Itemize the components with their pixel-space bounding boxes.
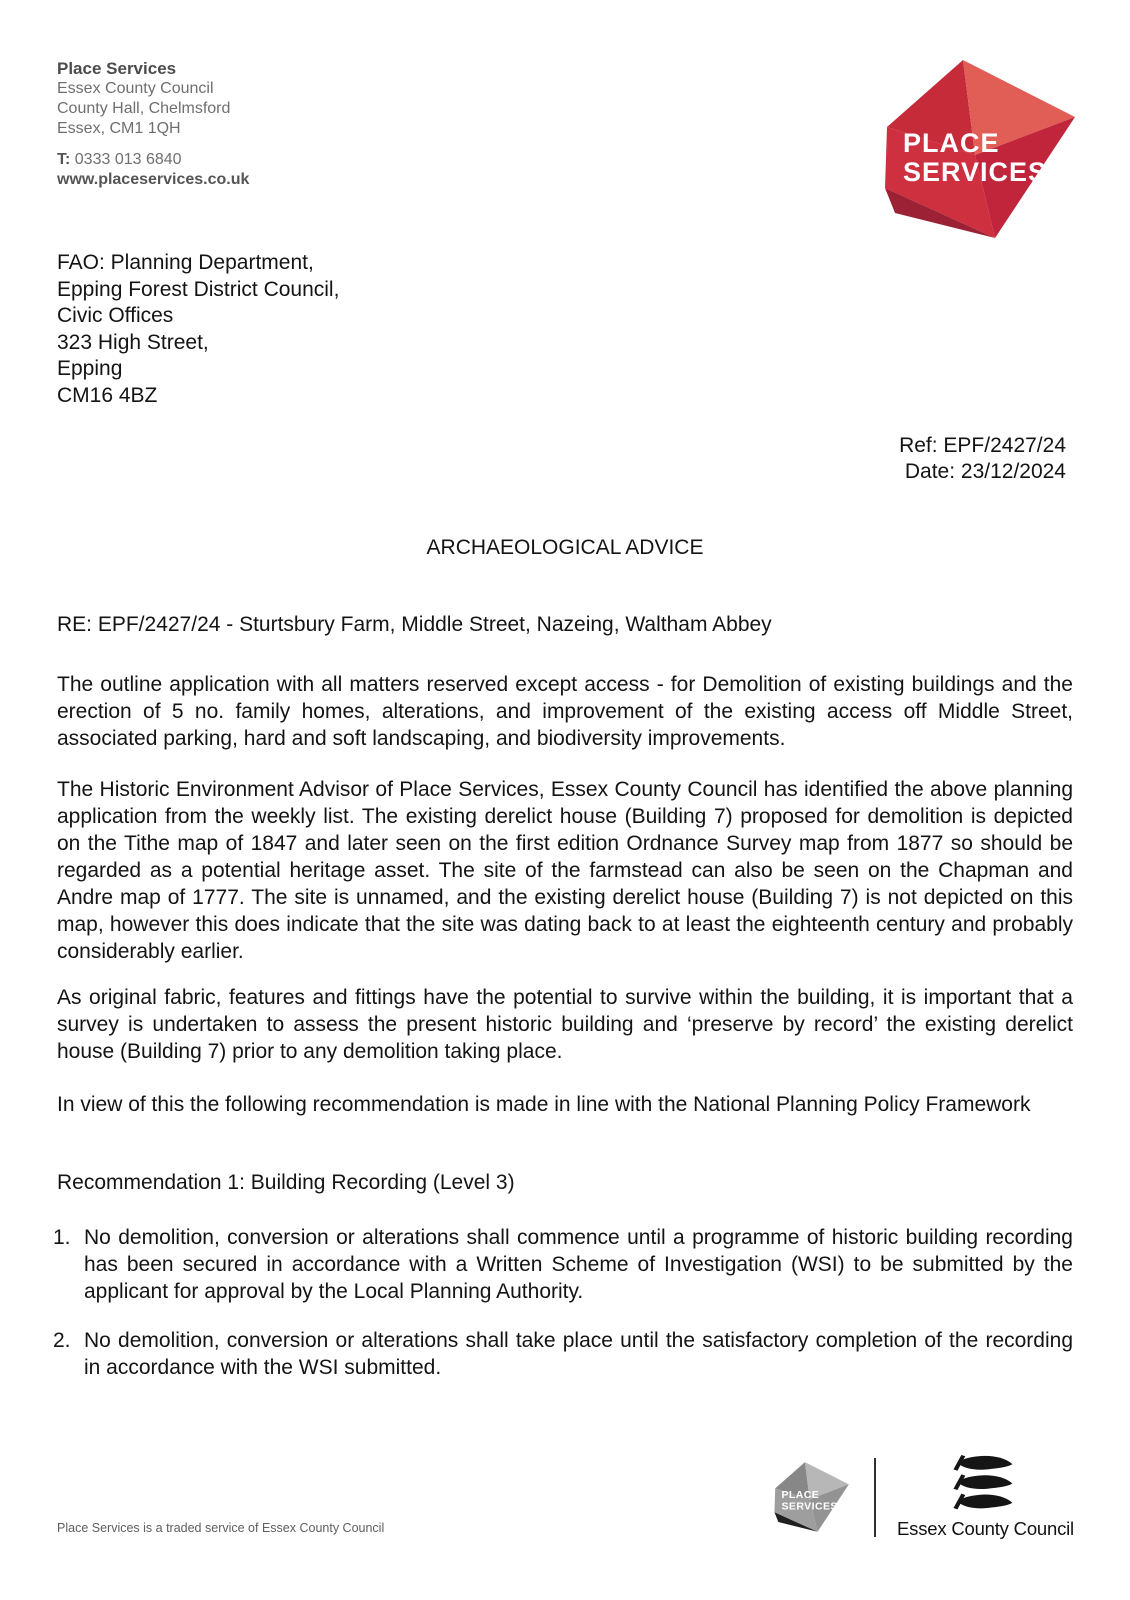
subject-line: RE: EPF/2427/24 - Sturtsbury Farm, Middle Street, Nazeing, Waltham Abbey [57, 613, 772, 636]
essex-logo-label: Essex County Council [897, 1518, 1074, 1539]
item-text-2: No demolition, conversion or alterations shall take place until the satisfactory completion of the recording in accordance with the WSI submitted. [84, 1329, 1073, 1379]
item-text-1: No demolition, conversion or alterations shall commence until a programme of historic building recording has been secured in accordance with a Written Scheme of Investigation (WSI) to be submitted by the applicant for approval by the Local Planning Authority. [84, 1226, 1073, 1303]
body-paragraph-1: The outline application with all matters reserved except access - for Demolition of existing buildings and the erection of 5 no. family homes, alterations, and improvement of the existing access off Middle Street, associated parking, hard and soft landscaping, and biodiversity improvements. [57, 673, 1073, 750]
phone-line [57, 150, 249, 170]
letterhead-address-line-3: Essex, CM1 1QH [57, 120, 181, 137]
website-text: www.placeservices.co.uk [57, 171, 250, 188]
footer-place-services-logo [767, 1456, 850, 1539]
letter-title: ARCHAEOLOGICAL ADVICE [426, 536, 704, 559]
recommendation-item-1 [53, 1224, 1073, 1305]
letterhead [57, 59, 249, 190]
recommendation-item-2 [53, 1327, 1073, 1381]
footer-logo-text-line-1: PLACE [781, 1489, 820, 1502]
essex-seaxes-icon [948, 1455, 1014, 1510]
letterhead-address-line-2: County Hall, Chelmsford [57, 100, 231, 117]
letter-meta [899, 433, 1066, 485]
item-number-2: 2. [53, 1329, 71, 1352]
body-paragraph-3: As original fabric, features and fittings have the potential to survive within the building, it is important that a survey is undertaken to assess the present historic building and ‘preserve by record’ the existing derelict house (Building 7) prior to any demolition taking place. [57, 986, 1073, 1063]
place-services-logo [866, 45, 1078, 248]
date-line: Date: 23/12/2024 [904, 460, 1066, 483]
seax-icon-3 [954, 1494, 1013, 1510]
seax-icon-1 [954, 1455, 1013, 1471]
letterhead-address-line-1: Essex County Council [57, 80, 214, 97]
letterhead-contact [57, 150, 249, 190]
seax-icon-2 [954, 1474, 1013, 1490]
footer-gem [767, 1456, 850, 1534]
ref-line: Ref: EPF/2427/24 [899, 434, 1066, 457]
recipient-address [57, 250, 339, 409]
logo-text-line-2: SERVICES [903, 157, 1048, 187]
place-services-gem [866, 45, 1078, 243]
recommendation-heading: Recommendation 1: Building Recording (Level 3) [57, 1171, 515, 1194]
recipient-line-3: Civic Offices [57, 304, 174, 327]
logo-text-line-1: PLACE [903, 128, 1000, 158]
item-number-1: 1. [53, 1226, 71, 1249]
phone-label: T: [57, 151, 71, 168]
footer-divider [874, 1458, 876, 1537]
body-paragraph-4: In view of this the following recommendation is made in line with the National Planning Policy Framework [57, 1093, 1031, 1116]
phone-number: 0333 013 6840 [74, 151, 182, 168]
recipient-line-4: 323 High Street, [57, 330, 209, 354]
footer-logo-text-line-2: SERVICES [781, 1500, 838, 1513]
recipient-line-6: CM16 4BZ [57, 383, 158, 407]
recipient-line-5: Epping [57, 357, 123, 380]
recipient-line-2: Epping Forest District Council, [57, 277, 340, 301]
recipient-line-1: FAO: Planning Department, [57, 251, 314, 274]
essex-county-council-logo [897, 1455, 1074, 1540]
footer-tagline: Place Services is a traded service of Essex County Council [57, 1521, 385, 1535]
letterhead-org: Place Services [57, 59, 177, 78]
body-paragraph-2: The Historic Environment Advisor of Place Services, Essex County Council has identified the above planning application from the weekly list. The existing derelict house (Building 7) proposed for demolition is depicted on the Tithe map of 1847 and later seen on the first edition Ordnance Survey map from 1877 so should be regarded as a potential heritage asset. The site of the farmstead can also be seen on the Chapman and Andre map of 1777. The site is unnamed, and the existing derelict house (Building 7) is not depicted on this map, however this does indicate that the site was dating back to at least the eighteenth century and probably considerably earlier. [57, 778, 1073, 963]
